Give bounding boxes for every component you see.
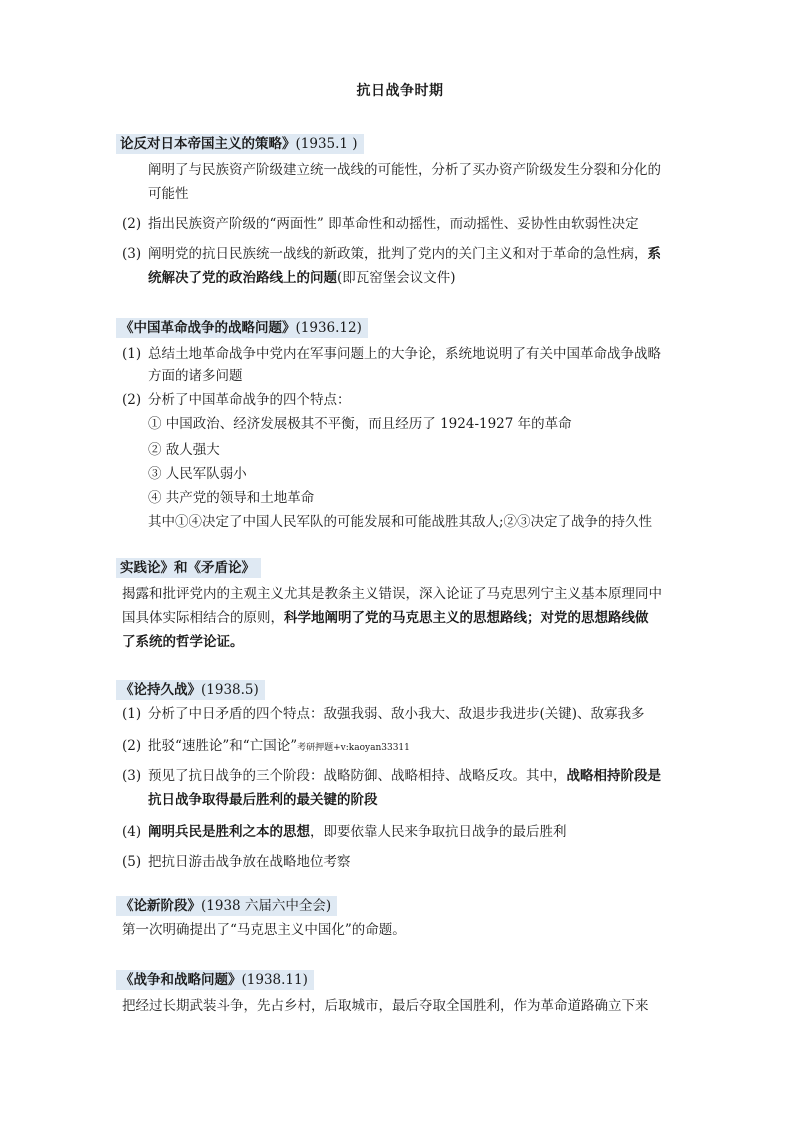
item-text: 指出民族资产阶级的“两面性” 即革命性和动摇性，而动摇性、妥协性由软弱性决定 [148, 216, 639, 232]
paragraph-line [122, 608, 649, 628]
item-number: (3) [122, 246, 142, 262]
list-item [122, 344, 661, 364]
item-number: (1) [122, 706, 142, 722]
item-bold-text: 战略相持阶段是 [566, 768, 661, 784]
item-text: 批驳“速胜论”和“亡国论” [148, 738, 298, 754]
paragraph-bold-text: 科学地阐明了党的马克思主义的思想路线；对党的思想路线做 [284, 610, 649, 626]
heading-date: (1938.11) [241, 972, 308, 988]
section-heading-protracted-war [116, 680, 265, 700]
section-heading-strategy [116, 134, 364, 154]
item-number: (3) [122, 768, 142, 784]
list-item [122, 704, 645, 724]
list-item-continuation [148, 268, 456, 288]
item-number: (4) [122, 824, 142, 840]
sub-item: ③ 人民军队弱小 [148, 466, 247, 482]
item-text: 阐明党的抗日民族统一战线的新政策，批判了党内的关门主义和对于革命的急性病， [148, 246, 648, 262]
sub-item: ① 中国政治、经济发展极其不平衡，而且经历了 1924-1927 年的革命 [148, 416, 572, 432]
section-heading-new-stage [116, 896, 337, 916]
item-text: 把抗日游击战争放在战略地位考察 [148, 854, 351, 870]
list-item [122, 214, 639, 234]
item-bold-text: 阐明兵民是胜利之本的思想 [148, 824, 310, 840]
item-bold-text: 系 [647, 246, 661, 262]
item-text: 分析了中日矛盾的四个特点：敌强我弱、敌小我大、敌退步我进步(关键)、敌寡我多 [148, 706, 645, 722]
item-text: 预见了抗日战争的三个阶段：战略防御、战略相持、战略反攻。其中， [148, 768, 567, 784]
item-text: 分析了中国革命战争的四个特点： [148, 392, 351, 408]
list-item [122, 736, 410, 756]
list-item [122, 244, 661, 264]
item-text: 总结土地革命战争中党内在军事问题上的大争论，系统地说明了有关中国革命战争战略 [148, 346, 661, 362]
list-item [122, 852, 351, 872]
item-number: (5) [122, 854, 142, 870]
paragraph-line: 方面的诸多问题 [148, 368, 243, 384]
heading-date: (1938 六届六中全会) [201, 898, 332, 914]
section-heading-revolutionary-war [116, 318, 368, 338]
watermark-text: 考研押题+v:kaoyan33311 [297, 743, 410, 753]
heading-text: 《论新阶段》 [120, 898, 201, 914]
item-bold-text: 统解决了党的政治路线上的问题 [148, 270, 337, 286]
section-heading-war-strategy [116, 970, 314, 990]
heading-text: 《中国革命战争的战略问题》 [120, 320, 296, 336]
paragraph-line: 第一次明确提出了“马克思主义中国化”的命题。 [122, 922, 406, 938]
item-text: (即瓦窑堡会议文件) [337, 270, 456, 286]
item-number: (2) [122, 216, 142, 232]
paragraph-line: 阐明了与民族资产阶级建立统一战线的可能性，分析了买办资产阶级发生分裂和分化的 [148, 162, 661, 178]
paragraph-line: 其中①④决定了中国人民军队的可能发展和可能战胜其敌人;②③决定了战争的持久性 [148, 514, 653, 530]
item-number: (1) [122, 346, 142, 362]
paragraph-line: 揭露和批评党内的主观主义尤其是教条主义错误，深入论证了马克思列宁主义基本原理同中 [122, 586, 662, 602]
item-text: ，即要依靠人民来争取抗日战争的最后胜利 [310, 824, 567, 840]
list-item [122, 766, 661, 786]
list-item [122, 822, 567, 842]
sub-item: ② 敌人强大 [148, 442, 220, 458]
heading-date: (1935.1 ) [295, 136, 358, 152]
paragraph-line: 把经过长期武装斗争，先占乡村，后取城市，最后夺取全国胜利，作为革命道路确立下来 [122, 998, 649, 1014]
heading-text: 实践论》和《矛盾论》 [120, 560, 255, 576]
item-number: (2) [122, 392, 142, 408]
list-item [122, 390, 351, 410]
sub-item: ④ 共产党的领导和土地革命 [148, 490, 315, 506]
heading-text: 论反对日本帝国主义的策略》 [120, 136, 296, 152]
heading-text: 《战争和战略问题》 [120, 972, 242, 988]
heading-text: 《论持久战》 [120, 682, 201, 698]
item-number: (2) [122, 738, 142, 754]
list-item-continuation: 抗日战争取得最后胜利的最关键的阶段 [148, 792, 378, 808]
paragraph-text: 国具体实际相结合的原则， [122, 610, 284, 626]
heading-date: (1936.12) [295, 320, 362, 336]
paragraph-line: 了系统的哲学论证。 [122, 634, 244, 650]
page-title: 抗日战争时期 [356, 83, 444, 99]
heading-date: (1938.5) [201, 682, 259, 698]
paragraph-line: 可能性 [148, 186, 189, 202]
section-heading-practice-contradiction [116, 558, 261, 578]
